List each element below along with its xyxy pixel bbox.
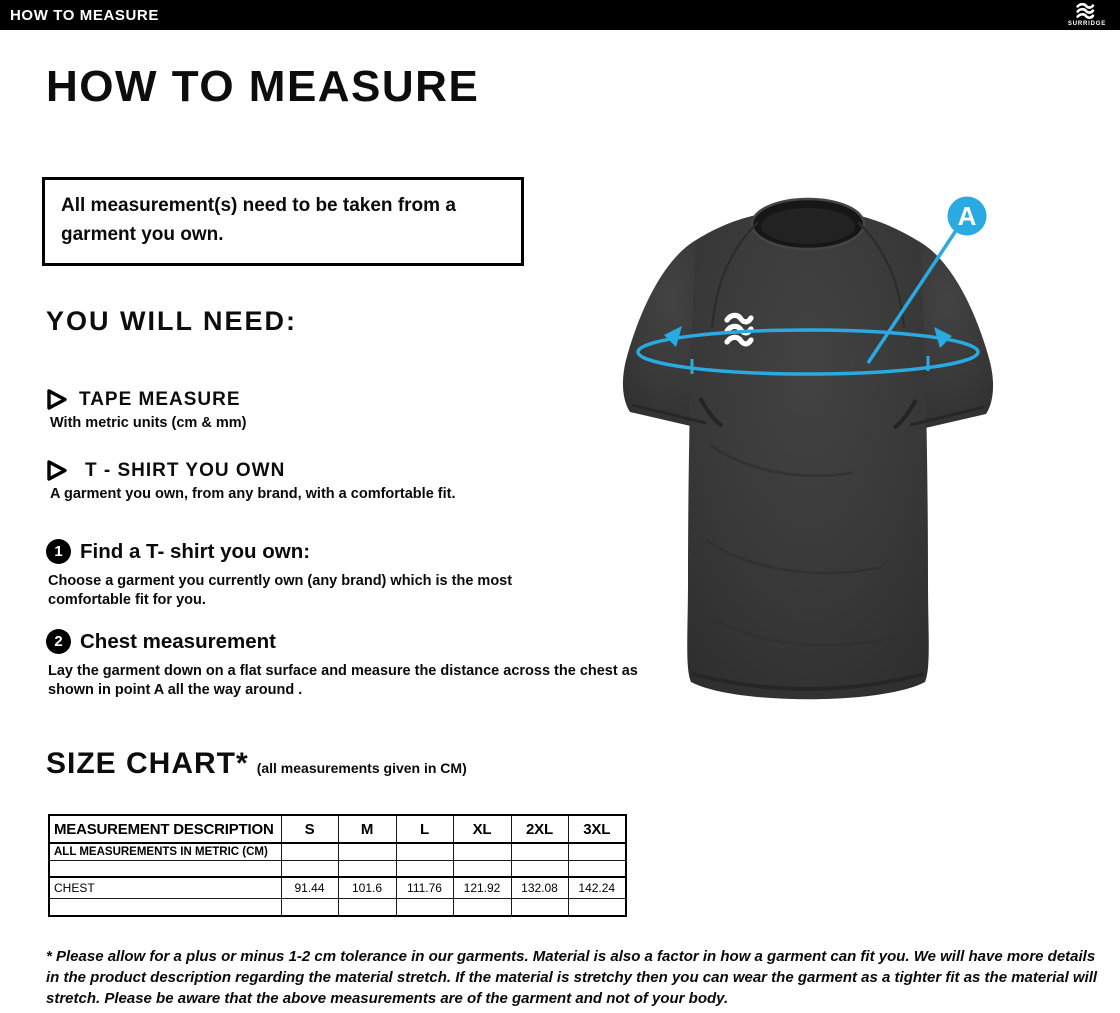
table-cell: 121.92 — [453, 877, 511, 898]
table-row — [49, 898, 626, 916]
table-cell — [338, 860, 396, 877]
step-number-badge: 2 — [46, 629, 71, 654]
brand-logo — [1068, 3, 1106, 27]
table-cell — [453, 898, 511, 916]
table-cell — [338, 843, 396, 860]
surridge-s-icon — [1076, 3, 1098, 20]
table-cell — [511, 860, 568, 877]
row-label — [49, 898, 281, 916]
column-header: 3XL — [568, 815, 626, 843]
table-row-chest — [49, 877, 626, 898]
tolerance-footnote: * Please allow for a plus or minus 1-2 cm tolerance in our garments. Material is also a factor in how a garment can fit you. We will have more details in the product description regarding the material stretch. If the material is stretchy then you can wear the garment as a tighter fit as the material will stretch. Please be aware that the above measurements are of the garment and not of your body. — [46, 948, 1098, 1007]
table-cell: 101.6 — [338, 877, 396, 898]
table-cell: 111.76 — [396, 877, 453, 898]
need-item-tape-measure — [46, 388, 241, 411]
column-header: 2XL — [511, 815, 568, 843]
marker-a-label: A — [957, 201, 977, 231]
size-chart-table — [48, 814, 627, 917]
column-header: MEASUREMENT DESCRIPTION — [49, 815, 281, 843]
table-cell — [338, 898, 396, 916]
need-item-description: A garment you own, from any brand, with a comfortable fit. — [50, 486, 456, 502]
size-chart-title: SIZE CHART* — [46, 747, 249, 780]
table-cell: 142.24 — [568, 877, 626, 898]
table-cell — [453, 843, 511, 860]
page-title: HOW TO MEASURE — [46, 62, 480, 111]
row-label: ALL MEASUREMENTS IN METRIC (CM) — [49, 843, 281, 860]
table-cell — [511, 898, 568, 916]
step-title: Chest measurement — [80, 629, 276, 653]
column-header: L — [396, 815, 453, 843]
step-1 — [46, 539, 310, 564]
table-cell — [281, 860, 338, 877]
step-description: Lay the garment down on a flat surface and measure the distance across the chest as shown in point A all the way around . — [48, 663, 638, 699]
row-label: CHEST — [49, 877, 281, 898]
need-item-tshirt — [46, 459, 285, 482]
need-item-description: With metric units (cm & mm) — [50, 415, 247, 431]
brand-name: SURRIDGE — [1067, 21, 1106, 27]
table-cell: 132.08 — [511, 877, 568, 898]
table-header-row — [49, 815, 626, 843]
top-bar-title: HOW TO MEASURE — [10, 6, 159, 24]
table-cell: 91.44 — [281, 877, 338, 898]
row-label — [49, 860, 281, 877]
triangle-bullet-icon — [46, 459, 68, 482]
tshirt-measure-illustration — [600, 160, 1120, 720]
table-cell — [511, 843, 568, 860]
triangle-bullet-icon — [46, 388, 68, 411]
table-cell — [281, 898, 338, 916]
top-bar — [0, 0, 1120, 30]
table-row — [49, 860, 626, 877]
step-number-badge: 1 — [46, 539, 71, 564]
column-header: M — [338, 815, 396, 843]
table-cell — [568, 860, 626, 877]
need-item-title: TAPE MEASURE — [79, 388, 241, 410]
column-header: XL — [453, 815, 511, 843]
table-cell — [453, 860, 511, 877]
table-cell — [396, 843, 453, 860]
you-will-need-heading: YOU WILL NEED: — [46, 306, 298, 336]
step-description: Choose a garment you currently own (any brand) which is the most comfortable fit for you. — [48, 573, 513, 609]
step-2 — [46, 629, 276, 654]
size-chart-heading — [46, 747, 467, 781]
need-item-title: T - SHIRT YOU OWN — [85, 459, 286, 481]
table-cell — [396, 860, 453, 877]
tshirt-graphic — [623, 199, 993, 699]
table-row — [49, 843, 626, 860]
step-title: Find a T- shirt you own: — [80, 539, 311, 563]
table-cell — [396, 898, 453, 916]
notice-box: All measurement(s) need to be taken from a garment you own. — [42, 177, 524, 266]
size-chart-subtitle: (all measurements given in CM) — [256, 760, 467, 776]
table-cell — [568, 898, 626, 916]
table-cell — [281, 843, 338, 860]
column-header: S — [281, 815, 338, 843]
table-cell — [568, 843, 626, 860]
